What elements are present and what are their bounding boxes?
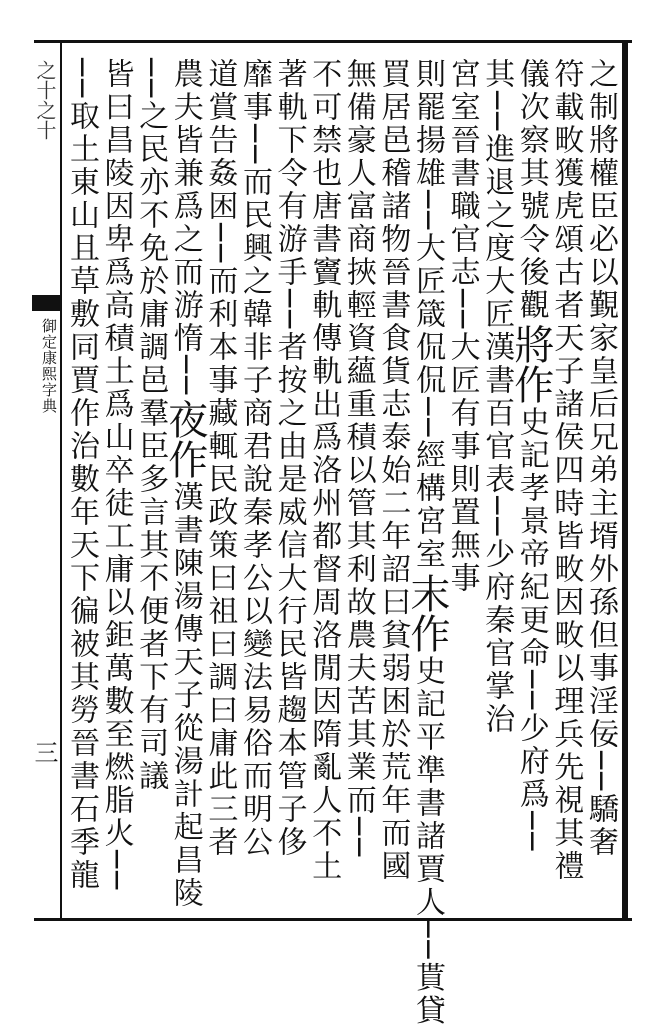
right-border xyxy=(622,40,628,921)
text-column xyxy=(580,58,620,918)
text-column xyxy=(96,58,136,918)
margin-fragment: 之十之十 xyxy=(33,60,57,140)
column-text: 買居邑稽諸物晉書食貨志泰始二年詔曰貧弱困於荒年而國 xyxy=(375,58,411,883)
column-text: 之制將權臣必以覲家皇后兄弟主壻外孫但事淫佞──驕奢 xyxy=(583,58,618,860)
book-title: 御定康熙字典 xyxy=(40,318,58,414)
column-text: 則罷揚雄──大匠箴侃侃──經構宮室 xyxy=(410,58,445,572)
text-column xyxy=(61,58,101,918)
column-text: 無備豪人富商挾輕資蘊重積以管其利故農夫苦其業而── xyxy=(340,58,376,860)
text-column xyxy=(338,58,378,918)
text-column xyxy=(234,58,274,918)
text-column xyxy=(476,58,516,918)
text-column xyxy=(269,58,309,918)
heading-term: 夜作 xyxy=(161,399,208,480)
column-text: 大匠漢書百官表──少府秦官掌治 xyxy=(479,265,515,737)
column-text: 不可禁也唐書竇軌傳軌出爲洛州都督周洛閒因隋亂人不土 xyxy=(306,58,342,883)
column-text: 靡事──而民興之韓非子商君說秦孝公以變法易俗而明公 xyxy=(237,58,272,860)
page-number: 三 xyxy=(30,740,58,764)
text-column xyxy=(372,58,412,918)
column-text: 宮室晉書職官志──大匠有事則置無事 xyxy=(444,58,480,596)
column-text: 儀次察其號令後觀 xyxy=(513,58,549,322)
column-text: ──之民亦不免於庸調 xyxy=(133,58,169,365)
column-text: 漢書陳湯傳天子從湯計起昌陵 xyxy=(167,481,203,911)
column-text: 道賞告姦困──而利本事藏輒民政策曰祖曰調曰庸此三者 xyxy=(202,58,238,860)
column-text: 史記平準書諸賈人──貰貸 xyxy=(410,655,445,1027)
heading-term: 將作 xyxy=(507,324,554,404)
top-border xyxy=(34,40,632,43)
column-text: 著軌下令有游手──者按之由是威信大行民皆趨本管子侈 xyxy=(271,58,307,860)
text-column xyxy=(507,58,554,918)
column-text: 皆曰昌陵因卑爲高積土爲山卒徒工庸以鉅萬數至燃脂火── xyxy=(98,58,134,893)
text-column xyxy=(130,58,170,918)
heading-term: 末作 xyxy=(404,573,450,654)
text-column xyxy=(161,58,208,918)
text-column xyxy=(545,58,585,918)
text-column xyxy=(199,58,239,918)
column-text: 農夫皆兼爲之而游惰── xyxy=(167,58,203,398)
text-column xyxy=(303,58,343,918)
column-text: 其──進退之度 xyxy=(479,58,515,266)
bottom-border xyxy=(34,918,632,921)
column-text: 符載畋獲虎頌古者天子諸侯四時皆畋因畋以理兵先視其禮 xyxy=(548,58,584,883)
margin-block xyxy=(32,295,60,311)
text-column xyxy=(404,58,450,1027)
column-text: 邑羣臣多言其不便者下有司議 xyxy=(133,364,169,794)
column-text: 史記孝景帝紀更命──少府爲── xyxy=(513,406,549,854)
column-text: ──取土東山且草敷同賈作治數年天下徧被其勞晉書石季龍 xyxy=(64,58,99,893)
text-column xyxy=(442,58,482,918)
